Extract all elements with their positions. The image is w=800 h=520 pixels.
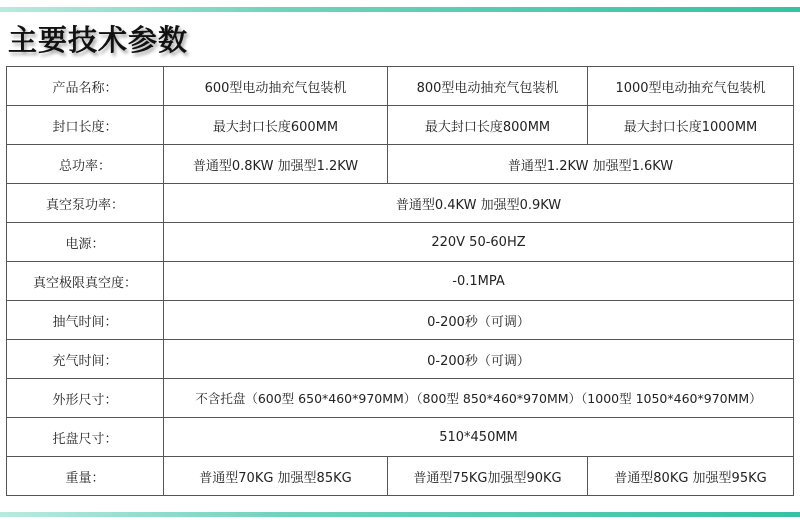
table-row <box>7 184 794 223</box>
row-label: 真空极限真空度： <box>7 262 164 301</box>
table-row <box>7 301 794 340</box>
row-label: 抽气时间： <box>7 301 164 340</box>
spec-table <box>6 66 794 496</box>
cell-value: 普通型1.2KW 加强型1.6KW <box>388 145 794 184</box>
table-row <box>7 67 794 106</box>
cell-value: 最大封口长度800MM <box>388 106 588 145</box>
row-label: 外形尺寸： <box>7 379 164 418</box>
table-row <box>7 106 794 145</box>
row-label: 重量： <box>7 457 164 496</box>
table-row <box>7 145 794 184</box>
table-row <box>7 379 794 418</box>
cell-value: 普通型80KG 加强型95KG <box>588 457 794 496</box>
row-label: 电源： <box>7 223 164 262</box>
row-label: 托盘尺寸： <box>7 418 164 457</box>
top-accent-bar <box>0 7 800 12</box>
row-label: 封口长度： <box>7 106 164 145</box>
cell-value: 普通型0.4KW 加强型0.9KW <box>164 184 794 223</box>
row-label: 总功率： <box>7 145 164 184</box>
cell-value: 最大封口长度600MM <box>164 106 388 145</box>
table-row <box>7 457 794 496</box>
page-title: 主要技术参数 <box>8 23 189 57</box>
table-row <box>7 262 794 301</box>
row-label: 产品名称： <box>7 67 164 106</box>
cell-value: 普通型0.8KW 加强型1.2KW <box>164 145 388 184</box>
table-row <box>7 418 794 457</box>
cell-value: 0-200秒（可调） <box>164 301 794 340</box>
row-label: 真空泵功率： <box>7 184 164 223</box>
cell-value: 510*450MM <box>164 418 794 457</box>
cell-value: -0.1MPA <box>164 262 794 301</box>
cell-value: 0-200秒（可调） <box>164 340 794 379</box>
cell-value: 最大封口长度1000MM <box>588 106 794 145</box>
row-label: 充气时间： <box>7 340 164 379</box>
cell-value: 800型电动抽充气包装机 <box>388 67 588 106</box>
table-row <box>7 223 794 262</box>
table-row <box>7 340 794 379</box>
cell-value: 220V 50-60HZ <box>164 223 794 262</box>
cell-value: 普通型75KG加强型90KG <box>388 457 588 496</box>
cell-value: 不含托盘（600型 650*460*970MM）（800型 850*460*970MM）（1000型 1050*460*970MM） <box>164 379 794 418</box>
cell-value: 普通型70KG 加强型85KG <box>164 457 388 496</box>
bottom-accent-bar <box>0 512 800 517</box>
cell-value: 1000型电动抽充气包装机 <box>588 67 794 106</box>
cell-value: 600型电动抽充气包装机 <box>164 67 388 106</box>
